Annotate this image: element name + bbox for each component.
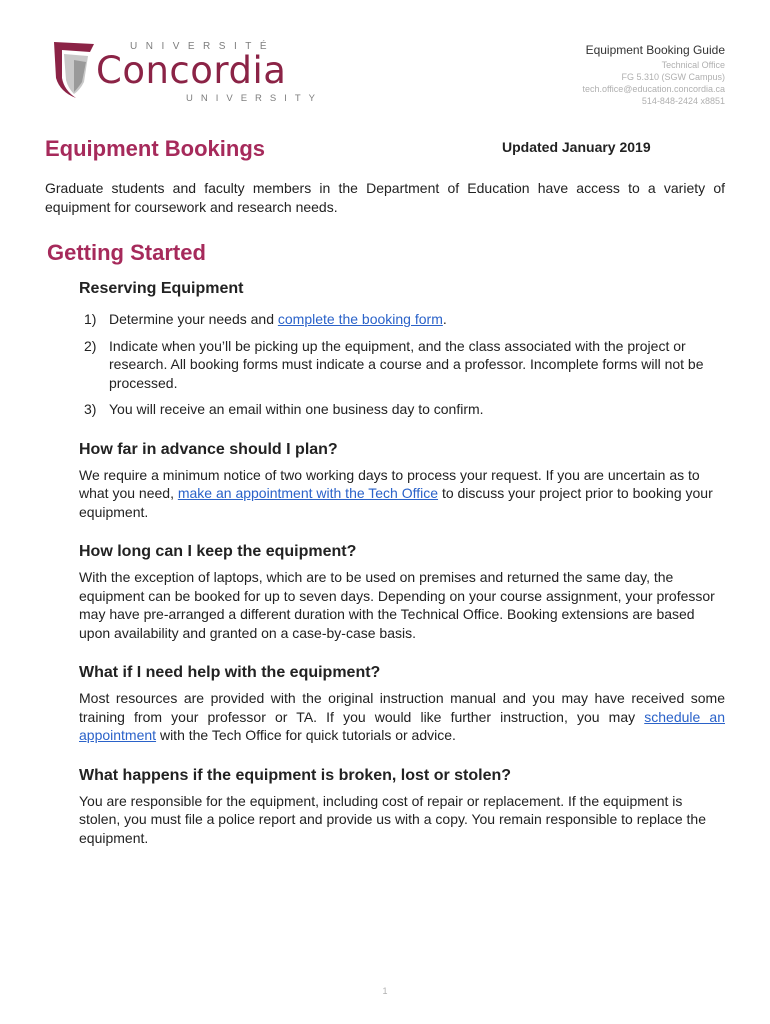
contact-email: tech.office@education.concordia.ca: [582, 84, 725, 94]
step-number: 3): [84, 401, 97, 417]
concordia-shield-icon: [50, 38, 98, 104]
contact-office: Technical Office: [661, 60, 725, 70]
help-text-after: with the Tech Office for quick tutorials or advice.: [156, 727, 456, 743]
list-item: [79, 337, 725, 393]
logo-bottom-word: UNIVERSITY: [186, 93, 324, 104]
page-number: 1: [382, 986, 388, 996]
logo-top-word: UNIVERSITÉ: [130, 41, 276, 52]
advance-paragraph: [79, 466, 725, 522]
contact-room: FG 5.310 (SGW Campus): [621, 72, 725, 82]
advance-heading: How far in advance should I plan?: [79, 440, 338, 458]
step-text: You will receive an email within one business day to confirm.: [109, 401, 484, 417]
reserving-heading: Reserving Equipment: [79, 280, 244, 297]
advance-section: [79, 441, 725, 522]
step-text: [109, 310, 447, 329]
logo-main-word: Concordia: [96, 49, 287, 92]
booking-form-link[interactable]: complete the booking form: [277, 311, 443, 327]
help-section: [79, 664, 725, 745]
keep-section: [79, 543, 725, 642]
advance-text-after: to discuss your project prior to booking your equipment.: [79, 485, 713, 520]
help-paragraph: [79, 689, 725, 745]
keep-paragraph: With the exception of laptops, which are to be used on premises and returned the same day, the equipment can be booked for up to seven days. Depending on your course assignment, your professor may have pre-arranged a different duration with the Technical Office. Booking extensions are based upon availability and granted on a case-by-case basis.: [79, 569, 715, 641]
advance-text-before: We require a minimum notice of two working days to process your request. If you are uncertain as to what you need,: [79, 466, 700, 501]
tech-office-appointment-link[interactable]: make an appointment with the Tech Office: [177, 485, 439, 501]
help-text-before: Most resources are provided with the original instruction manual and you may have received some training from your professor or TA. If you would like further instruction, you may: [79, 690, 725, 725]
broken-section: [79, 767, 725, 848]
contact-block: [582, 43, 725, 107]
concordia-logo: [50, 38, 324, 108]
page-title: Equipment Bookings: [45, 136, 265, 161]
guide-title: Equipment Booking Guide: [585, 43, 725, 57]
schedule-appointment-link[interactable]: schedule an appointment: [79, 708, 725, 743]
list-item: [79, 310, 725, 329]
main-content: [79, 280, 725, 847]
broken-heading: What happens if the equipment is broken, lost or stolen?: [79, 766, 512, 784]
intro-paragraph: Graduate students and faculty members in the Department of Education have access to a variety of equipment for coursework and research needs.: [45, 180, 725, 215]
steps-list: [79, 310, 725, 419]
step-text-before: Determine your needs and: [109, 311, 278, 327]
keep-heading: How long can I keep the equipment?: [79, 543, 357, 560]
list-item: [79, 400, 725, 419]
step-text: Indicate when you’ll be picking up the equipment, and the class associated with the project or research. All booking forms must indicate a course and a professor. Incomplete forms will not be processed.: [109, 337, 704, 391]
step-text-after: .: [442, 311, 447, 327]
contact-phone: 514-848-2424 x8851: [641, 96, 725, 106]
broken-paragraph: You are responsible for the equipment, including cost of repair or replacement. If the equipment is stolen, you must file a police report and provide us with a copy. You remain responsible to replace the equipment.: [79, 792, 706, 846]
step-number: 1): [84, 311, 97, 327]
getting-started-heading: Getting Started: [47, 240, 206, 265]
help-heading: What if I need help with the equipment?: [79, 664, 381, 681]
step-number: 2): [84, 337, 97, 354]
updated-date: Updated January 2019: [502, 139, 651, 155]
